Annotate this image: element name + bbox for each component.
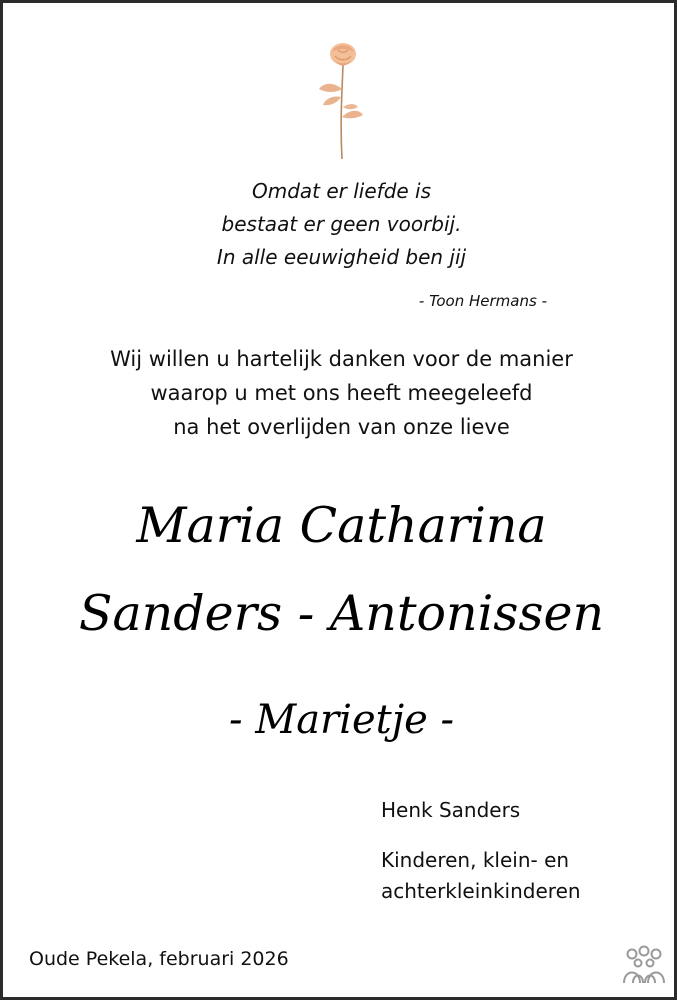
signoff-partner [381, 795, 520, 826]
poem-line: In alle eeuwigheid ben jij [216, 245, 467, 269]
family-logo-icon [621, 945, 667, 985]
deceased-nickname: - Marietje - [229, 697, 454, 743]
deceased-first-names: Maria Catharina [136, 497, 547, 554]
signoff-family [381, 845, 581, 907]
thanks-line: Wij willen u hartelijk danken voor de manier [110, 347, 573, 371]
family-line: achterkleinkinderen [381, 879, 581, 903]
rose-icon [313, 37, 369, 161]
family-line: Kinderen, klein- en [381, 848, 570, 872]
partner-name: Henk Sanders [381, 798, 521, 822]
place-date: Oude Pekela, februari 2026 [29, 948, 289, 970]
thanks-line: waarop u met ons heeft meegeleefd [150, 381, 533, 405]
poem [3, 175, 677, 274]
poem-line: Omdat er liefde is [251, 179, 432, 203]
thanks-line: na het overlijden van onze lieve [173, 415, 510, 439]
thanks-message [3, 342, 677, 444]
poem-attribution: - Toon Hermans - [418, 292, 547, 310]
deceased-surname: Sanders - Antonissen [78, 585, 605, 642]
poem-line: bestaat er geen voorbij. [221, 212, 462, 236]
